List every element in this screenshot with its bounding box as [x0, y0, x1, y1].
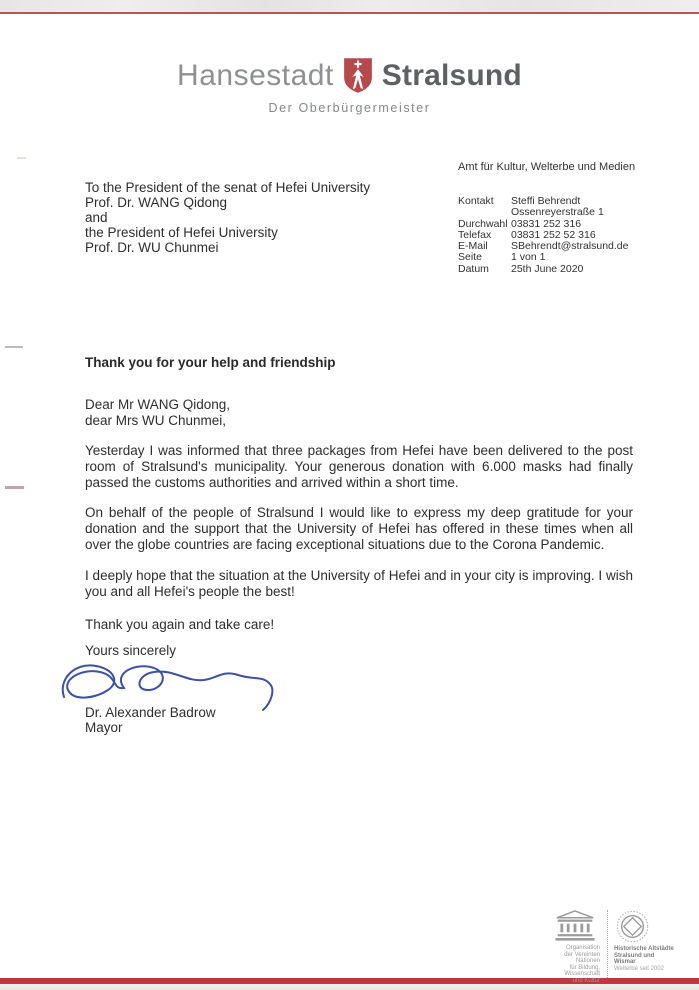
stralsund-shield-icon — [343, 57, 373, 94]
contact-label: Telefax — [458, 228, 492, 241]
body-paragraph: Thank you again and take care! — [85, 617, 275, 632]
unesco-caption-line: und Kultur — [572, 977, 600, 984]
contact-label: Durchwahl — [458, 217, 508, 230]
contact-label — [458, 207, 511, 218]
salutation — [85, 397, 633, 428]
unesco-temple-icon — [555, 910, 600, 945]
scan-edge-bottom — [0, 984, 699, 990]
contact-value-email: SBehrendt@stralsund.de — [511, 240, 629, 253]
contact-label: Kontakt — [458, 195, 494, 207]
scan-edge-top — [0, 0, 699, 12]
contact-row — [458, 264, 693, 275]
signer-name: Dr. Alexander Badrow — [85, 705, 216, 720]
unesco-caption-line: für Bildung, Wissenschaft — [564, 964, 600, 978]
contact-value: 1 von 1 — [511, 251, 546, 264]
contact-value: Ossenreyerstraße 1 — [511, 206, 604, 219]
letterhead-subtitle: Der Oberbürgermeister — [268, 101, 431, 115]
top-red-rule — [0, 12, 699, 14]
letterhead — [0, 57, 699, 94]
fold-mark-top — [17, 157, 26, 159]
recipient-line: To the President of the senat of Hefei University — [85, 180, 371, 195]
body-paragraph: On behalf of the people of Stralsund I would like to express my deep gratitude for your donation and the support that the University of Hefei has offered in these times when all over the globe countries are facing exceptional situations due to the Corona Pandemic. — [85, 505, 633, 552]
recipient-line: Prof. Dr. WU Chunmei — [85, 240, 219, 255]
contact-row — [458, 241, 693, 252]
contact-value-date: 25th June 2020 — [511, 262, 584, 275]
unesco-logo-block — [548, 910, 600, 985]
recipient-line: the President of Hefei University — [85, 225, 278, 240]
salutation-line: Dear Mr WANG Qidong, — [85, 397, 231, 412]
closing-line: Yours sincerely — [85, 643, 177, 658]
contact-value: 03831 252 52 316 — [511, 228, 596, 241]
recipient-line: Prof. Dr. WANG Qidong — [85, 195, 228, 210]
letterhead-city-bold: Stralsund — [381, 58, 522, 92]
contact-label: Seite — [458, 251, 482, 264]
unesco-caption — [548, 945, 600, 985]
body-paragraph: Yesterday I was informed that three packages from Hefei have been delivered to the post room of Stralsund's municipality. Your generous donation with 6.000 masks had finally passed the customs authorities and arrived within a short time. — [85, 443, 633, 490]
contact-value: Steffi Behrendt — [511, 195, 581, 207]
subject-line: Thank you for your help and friendship — [85, 355, 336, 370]
contact-label: Datum — [458, 262, 489, 275]
signer-block — [85, 705, 216, 735]
heritage-caption-line: Welterbe seit 2002 — [614, 965, 664, 972]
fold-mark-middle — [5, 346, 23, 348]
department-line: Amt für Kultur, Welterbe und Medien — [458, 161, 636, 173]
letterhead-city-light: Hansestadt — [177, 58, 334, 92]
footer-divider — [607, 910, 608, 978]
footer-logos — [548, 910, 674, 985]
recipient-address-block — [85, 180, 445, 255]
world-heritage-logo-block — [614, 910, 674, 972]
recipient-line: and — [85, 210, 108, 225]
heritage-caption — [614, 946, 674, 972]
unesco-caption-line: Organisation — [565, 945, 600, 951]
body-paragraph: I deeply hope that the situation at the University of Hefei and in your city is improving. I wish you and all Hefei's people the best! — [85, 568, 633, 599]
contact-row — [458, 207, 693, 218]
fold-mark-bottom — [5, 486, 24, 489]
contact-info-block — [458, 196, 693, 275]
heritage-caption-line: Stralsund und Wismar — [614, 952, 655, 966]
contact-label: E-Mail — [458, 240, 488, 253]
contact-value: 03831 252 316 — [511, 217, 582, 230]
heritage-caption-line: Historische Altstädte — [614, 946, 674, 952]
signer-title: Mayor — [85, 720, 123, 735]
world-heritage-emblem-icon — [614, 910, 649, 946]
unesco-caption-line: der Vereinten Nationen — [564, 951, 600, 965]
salutation-line: dear Mrs WU Chunmei, — [85, 412, 227, 428]
